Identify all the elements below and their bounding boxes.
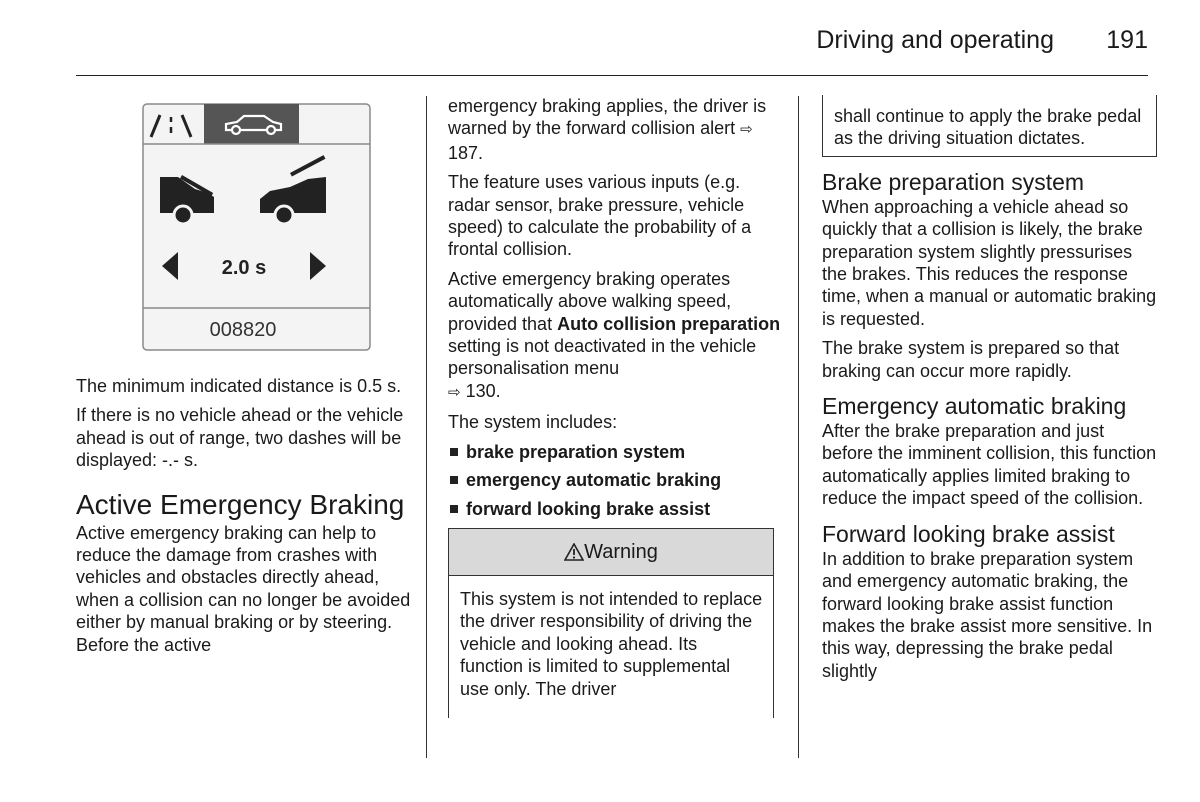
paragraph-forward-looking-brake-assist: In addition to brake preparation system and emergency automatic braking, the forward looking brake assist function makes the brake assist more sensitive. In this way, depressing the brake pedal slightly bbox=[822, 548, 1153, 681]
list-item: forward looking brake assist bbox=[448, 498, 783, 520]
heading-emergency-automatic-braking: Emergency automatic braking bbox=[822, 393, 1127, 420]
column-divider-right bbox=[798, 96, 799, 758]
column-1 bbox=[76, 375, 411, 663]
paragraph-warning-alert: emergency braking applies, the driver is warned by the forward collision alert ⇨ 187. bbox=[448, 96, 767, 163]
collision-alert-display-figure bbox=[140, 103, 372, 353]
paragraph-no-vehicle: If there is no vehicle ahead or the vehicle ahead is out of range, two dashes will be displayed: -.- s. bbox=[76, 405, 404, 471]
odometer-value: 008820 bbox=[209, 319, 277, 341]
time-gap-value: 2.0 s bbox=[221, 257, 267, 279]
warning-triangle-icon bbox=[564, 543, 584, 561]
warning-continuation: shall continue to apply the brake pedal as the driving situation dictates. bbox=[822, 95, 1157, 157]
header-rule bbox=[76, 75, 1148, 76]
column-2 bbox=[448, 95, 783, 718]
paragraph-emergency-automatic-braking: After the brake preparation and just before the imminent collision, this function automatically applies limited braking to reduce the impact speed of the collision. bbox=[822, 421, 1157, 509]
system-components-list bbox=[448, 441, 783, 520]
warning-header bbox=[448, 528, 774, 576]
paragraph-system-includes: The system includes: bbox=[448, 412, 618, 433]
cross-reference-icon: ⇨ bbox=[448, 383, 461, 401]
page-number: 191 bbox=[1106, 26, 1148, 54]
paragraph-min-distance: The minimum indicated distance is 0.5 s. bbox=[76, 376, 402, 396]
paragraph-brake-preparation: When approaching a vehicle ahead so quickly that a collision is likely, the brake preparation system slightly pressurises the brakes. This reduces the response time, when a manual or automatic braking is requested. bbox=[822, 196, 1157, 329]
warning-box bbox=[448, 528, 774, 718]
list-item: brake preparation system bbox=[448, 441, 783, 463]
section-heading-active-emergency-braking: Active Emergency Braking bbox=[76, 488, 405, 520]
warning-text: This system is not intended to replace the driver responsibility of driving the vehicle and looking ahead. Its function is limited to supplemental use only. The driver bbox=[448, 576, 774, 718]
chapter-title: Driving and operating bbox=[816, 26, 1054, 54]
heading-brake-preparation: Brake preparation system bbox=[822, 168, 1085, 195]
setting-name: Auto collision preparation bbox=[557, 313, 781, 334]
active-tab bbox=[204, 104, 299, 144]
column-3 bbox=[822, 95, 1157, 689]
heading-forward-looking-brake-assist: Forward looking brake assist bbox=[822, 520, 1115, 547]
warning-title: Warning bbox=[584, 540, 658, 563]
column-divider-left bbox=[426, 96, 427, 758]
paragraph-active-braking-intro: Active emergency braking can help to reduce the damage from crashes with vehicles and obstacles directly ahead, when a collision can no longer be avoided either by manual braking or by steering. Before the active bbox=[76, 522, 411, 655]
paragraph-feature-inputs: The feature uses various inputs (e.g. radar sensor, brake pressure, vehicle speed) to calculate the probability of a frontal collision. bbox=[448, 172, 752, 260]
list-item: emergency automatic braking bbox=[448, 469, 783, 491]
cross-reference-icon: ⇨ bbox=[740, 121, 753, 139]
paragraph-operates-automatically: Active emergency braking operates automatically above walking speed, provided that Auto collision preparation setting is not deactivated in the vehicle personalisation menu ⇨ 130. bbox=[448, 268, 781, 401]
paragraph-brake-prepared: The brake system is prepared so that braking can occur more rapidly. bbox=[822, 338, 1120, 381]
